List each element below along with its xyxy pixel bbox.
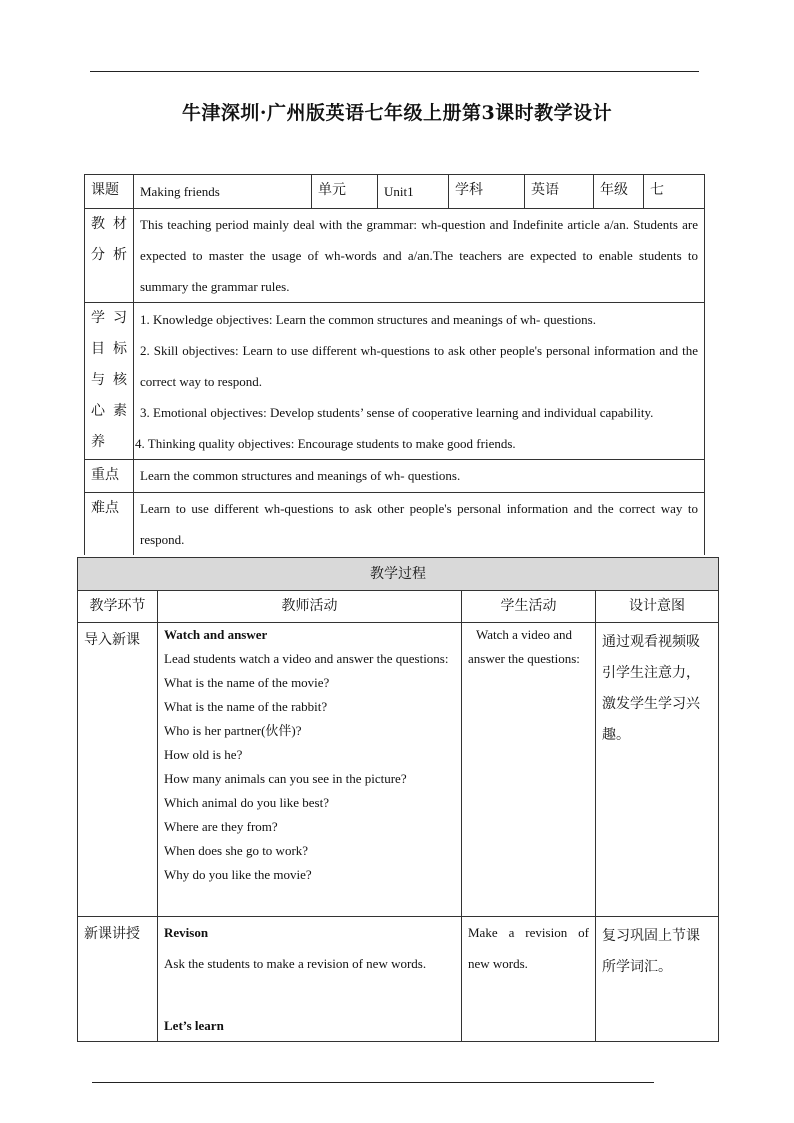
teacher-activity-cell bbox=[158, 623, 462, 917]
objectives-label bbox=[85, 303, 134, 460]
activity-title: Let’s learn bbox=[164, 1018, 224, 1033]
design-intent-cell: 复习巩固上节课所学词汇。 bbox=[596, 917, 719, 1042]
topic-value: Making friends bbox=[134, 175, 312, 209]
grade-value: 七 bbox=[644, 175, 705, 209]
column-header-intent: 设计意图 bbox=[596, 591, 719, 623]
footer-rule bbox=[92, 1082, 654, 1083]
unit-value: Unit1 bbox=[378, 175, 449, 209]
student-activity-cell: Make a revision of new words. bbox=[462, 917, 596, 1042]
unit-label: 单元 bbox=[312, 175, 378, 209]
teaching-process-table bbox=[77, 557, 719, 1042]
objective-item: 3. Emotional objectives: Develop students’ sense of cooperative learning and individual capability. bbox=[140, 405, 654, 420]
objective-item: 4. Thinking quality objectives: Encourage students to make good friends. bbox=[135, 436, 516, 451]
table-row bbox=[78, 917, 719, 1042]
stage-cell: 导入新课 bbox=[78, 623, 158, 917]
design-intent-cell: 通过观看视频吸引学生注意力，激发学生学习兴趣。 bbox=[596, 623, 719, 917]
column-header-stage: 教学环节 bbox=[78, 591, 158, 623]
key-point-text: Learn the common structures and meanings of wh- questions. bbox=[134, 460, 705, 493]
activity-line: Where are they from? bbox=[164, 819, 278, 834]
analysis-label-line: 分析 bbox=[91, 247, 127, 263]
objectives-label-line: 学习 bbox=[91, 310, 127, 326]
activity-line: Why do you like the movie? bbox=[164, 867, 312, 882]
activity-line: Lead students watch a video and answer the questions: bbox=[164, 651, 449, 666]
student-activity-cell bbox=[462, 623, 596, 917]
objectives-label-line: 心 素 bbox=[91, 403, 127, 419]
process-header: 教学过程 bbox=[78, 558, 719, 591]
subject-value: 英语 bbox=[525, 175, 594, 209]
lesson-info-table bbox=[84, 174, 705, 555]
analysis-label-line: 教 材 bbox=[91, 216, 127, 232]
topic-label: 课题 bbox=[85, 175, 134, 209]
analysis-label bbox=[85, 209, 134, 303]
objectives-label-line: 与 核 bbox=[91, 372, 127, 388]
grade-label: 年级 bbox=[594, 175, 644, 209]
objectives-list bbox=[134, 303, 705, 460]
difficult-point-text: Learn to use different wh-questions to ask other people's personal information and the correct way to respond. bbox=[134, 493, 705, 556]
activity-line: Who is her partner(伙伴)? bbox=[164, 723, 302, 738]
objectives-label-line: 目 标 bbox=[91, 341, 127, 357]
activity-line: What is the name of the movie? bbox=[164, 675, 330, 690]
table-row bbox=[78, 623, 719, 917]
key-point-label: 重点 bbox=[85, 460, 134, 493]
activity-title: Revison bbox=[164, 925, 209, 940]
header-rule bbox=[90, 71, 699, 72]
subject-label: 学科 bbox=[449, 175, 525, 209]
objectives-label-line: 养 bbox=[91, 434, 105, 450]
activity-line: What is the name of the rabbit? bbox=[164, 699, 328, 714]
stage-cell: 新课讲授 bbox=[78, 917, 158, 1042]
activity-line: When does she go to work? bbox=[164, 843, 309, 858]
column-header-teacher: 教师活动 bbox=[158, 591, 462, 623]
activity-line: How many animals can you see in the picture? bbox=[164, 771, 407, 786]
page-title: 牛津深圳·广州版英语七年级上册第3课时教学设计 bbox=[181, 102, 613, 124]
objective-item: 1. Knowledge objectives: Learn the common structures and meanings of wh- questions. bbox=[140, 312, 596, 327]
student-activity-text: Watch a video and answer the questions: bbox=[468, 627, 580, 666]
analysis-text: This teaching period mainly deal with the grammar: wh-question and Indefinite article a/an. Students are expected to master the usage of wh-words and a/an.The teachers are expected to enable students to summary the grammar rules. bbox=[134, 209, 705, 303]
activity-line: How old is he? bbox=[164, 747, 243, 762]
activity-title: Watch and answer bbox=[164, 627, 268, 642]
activity-line: Ask the students to make a revision of new words. bbox=[164, 956, 427, 971]
column-header-student: 学生活动 bbox=[462, 591, 596, 623]
difficult-point-label: 难点 bbox=[85, 493, 134, 556]
objective-item: 2. Skill objectives: Learn to use different wh-questions to ask other people's personal information and the correct way to respond. bbox=[140, 343, 698, 389]
teacher-activity-cell bbox=[158, 917, 462, 1042]
activity-line: Which animal do you like best? bbox=[164, 795, 329, 810]
